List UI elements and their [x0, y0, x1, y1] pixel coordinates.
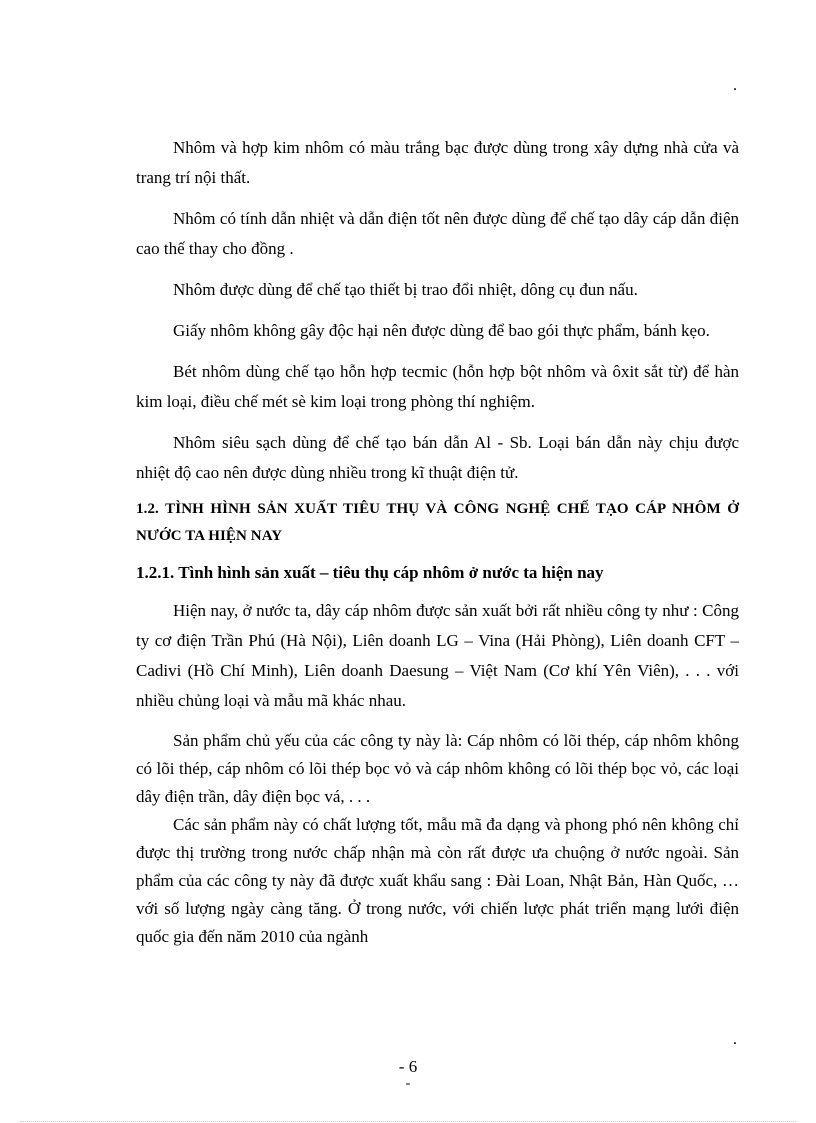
paragraph-5: Bét nhôm dùng chế tạo hỗn hợp tecmic (hỗn hợp bột nhôm và ôxit sắt từ) để hàn kim loại, điều chế mét sè kim loại trong phòng thí nghiệm. [136, 362, 739, 411]
section-paragraph-2: Sản phẩm chủ yếu của các công ty này là: Cáp nhôm có lõi thép, cáp nhôm không có lõi thép, cáp nhôm có lõi thép bọc vỏ và cáp nhôm không có lõi thép bọc vỏ, các loại dây điện trần, dây điện bọc vá, . . . [136, 731, 739, 806]
page-number: - 6 [398, 1057, 418, 1076]
body-text [136, 133, 739, 951]
bottom-dot-mark: . [733, 1031, 737, 1048]
top-dot-mark: . [733, 77, 737, 94]
section-paragraph-1: Hiện nay, ở nước ta, dây cáp nhôm được sản xuất bởi rất nhiều công ty như : Công ty cơ điện Trần Phú (Hà Nội), Liên doanh LG – Vina (Hải Phòng), Liên doanh CFT – Cadivi (Hồ Chí Minh), Liên doanh Daesung – Việt Nam (Cơ khí Yên Viên), . . . với nhiều chủng loại và mẫu mã khác nhau. [136, 601, 739, 710]
paragraph-2: Nhôm có tính dẫn nhiệt và dẫn điện tốt nên được dùng để chế tạo dây cáp dẫn điện cao thế thay cho đồng . [136, 209, 739, 258]
paragraph-4: Giấy nhôm không gây độc hại nên được dùng để bao gói thực phẩm, bánh kẹo. [173, 321, 710, 340]
subsection-heading: 1.2.1. Tình hình sản xuất – tiêu thụ cáp nhôm ở nước ta hiện nay [136, 563, 604, 582]
section-paragraph-3: Các sản phẩm này có chất lượng tốt, mẫu mã đa dạng và phong phó nên không chỉ được thị trường trong nước chấp nhận mà còn rất được ưa chuộng ở nước ngoài. Sản phẩm của các công ty này đã được xuất khẩu sang : Đài Loan, Nhật Bản, Hàn Quốc, … với số lượng ngày càng tăng. Ở trong nước, với chiến lược phát triển mạng lưới điện quốc gia đến năm 2010 của ngành [136, 815, 739, 946]
footer-dash: - [405, 1076, 411, 1091]
paragraph-3: Nhôm được dùng để chế tạo thiết bị trao đổi nhiệt, dông cụ đun nấu. [173, 280, 638, 299]
section-heading: 1.2. TÌNH HÌNH SẢN XUẤT TIÊU THỤ VÀ CÔNG NGHỆ CHẾ TẠO CÁP NHÔM Ở NƯỚC TA HIỆN NAY [136, 501, 739, 544]
paragraph-6: Nhôm siêu sạch dùng để chế tạo bán dẫn Al - Sb. Loại bán dẫn này chịu được nhiệt độ cao nên được dùng nhiều trong kĩ thuật điện tử. [136, 433, 739, 482]
bottom-dotted-rule [20, 1121, 796, 1122]
paragraph-1: Nhôm và hợp kim nhôm có màu trắng bạc được dùng trong xây dựng nhà cửa và trang trí nội thất. [136, 138, 739, 187]
